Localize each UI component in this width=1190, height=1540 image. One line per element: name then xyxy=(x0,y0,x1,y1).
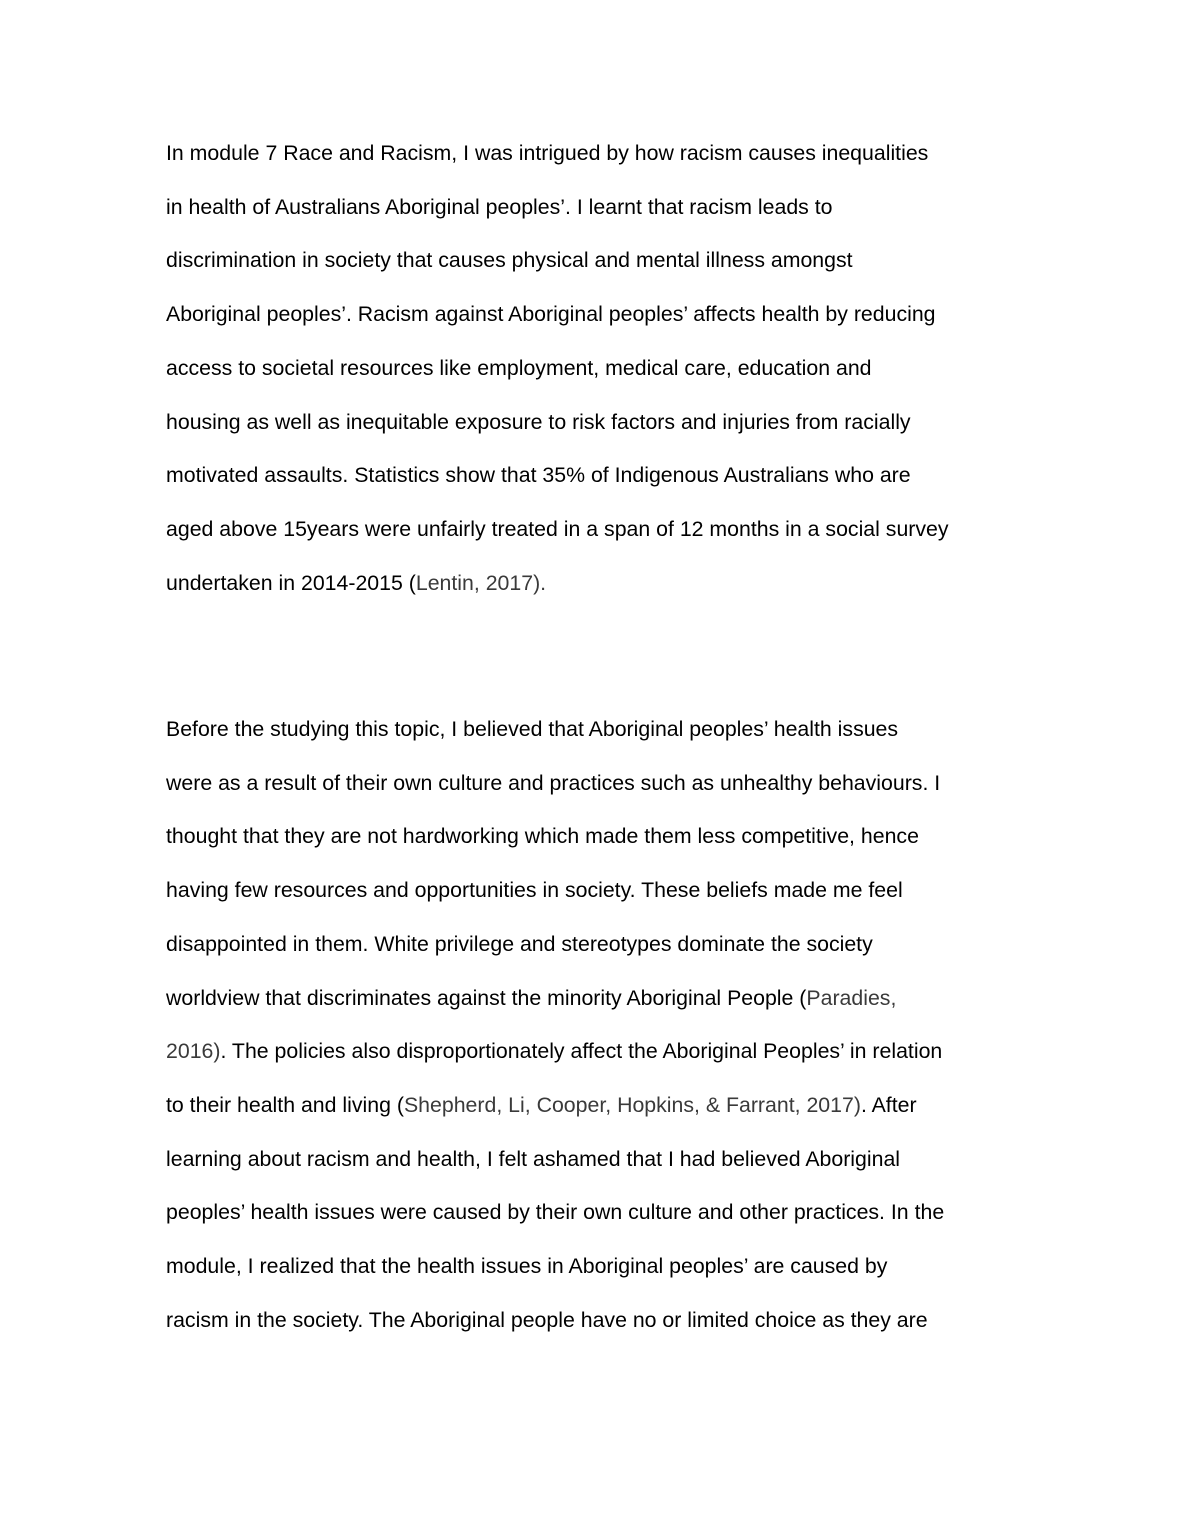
text-line xyxy=(166,931,873,957)
text-segment: to their health and living ( xyxy=(166,1092,404,1117)
text-segment: housing as well as inequitable exposure to risk factors and injuries from racially xyxy=(166,409,911,434)
text-line xyxy=(166,1146,900,1172)
text-line xyxy=(166,1253,887,1279)
text-line xyxy=(166,1307,928,1333)
text-line xyxy=(166,409,911,435)
text-segment: were as a result of their own culture and practices such as unhealthy behaviours. I xyxy=(166,770,941,795)
citation: 2016) xyxy=(166,1039,221,1064)
text-line xyxy=(166,247,853,273)
text-segment: access to societal resources like employment, medical care, education and xyxy=(166,355,872,380)
text-segment: Aboriginal peoples’. Racism against Aboriginal peoples’ affects health by reducing xyxy=(166,302,936,327)
citation: Shepherd, Li, Cooper, Hopkins, & Farrant, 2017) xyxy=(403,1092,861,1117)
text-segment: Before the studying this topic, I believed that Aboriginal peoples’ health issues xyxy=(166,717,899,741)
text-line xyxy=(166,770,940,796)
text-line xyxy=(166,355,872,381)
text-segment: racism in the society. The Aboriginal people have no or limited choice as they are xyxy=(166,1307,928,1332)
text-segment: aged above 15years were unfairly treated in a span of 12 months in a social survey xyxy=(166,516,949,541)
text-segment: module, I realized that the health issues in Aboriginal peoples’ are caused by xyxy=(166,1254,888,1278)
text-line xyxy=(166,877,903,903)
text-segment: learning about racism and health, I felt ashamed that I had believed Aboriginal xyxy=(166,1146,901,1171)
text-line xyxy=(166,716,898,742)
text-line xyxy=(166,1092,917,1118)
text-segment: thought that they are not hardworking which made them less competitive, hence xyxy=(166,824,919,849)
text-segment: in health of Australians Aboriginal peoples’. I learnt that racism leads to xyxy=(166,194,833,219)
text-line xyxy=(166,516,949,542)
text-segment: worldview that discriminates against the minority Aboriginal People ( xyxy=(166,985,807,1010)
text-line xyxy=(166,570,546,596)
text-segment: . After xyxy=(860,1092,917,1117)
text-line xyxy=(166,140,928,166)
text-line xyxy=(166,462,911,488)
text-line xyxy=(166,1038,942,1064)
text-segment: disappointed in them. White privilege and stereotypes dominate the society xyxy=(166,931,873,956)
citation: Paradies, xyxy=(806,985,897,1010)
citation: Lentin, 2017). xyxy=(415,570,547,595)
text-line xyxy=(166,1199,944,1225)
text-segment: undertaken in 2014-2015 ( xyxy=(166,570,416,595)
text-line xyxy=(166,985,896,1011)
text-line xyxy=(166,194,833,220)
text-segment: In module 7 Race and Racism, I was intrigued by how racism causes inequalities xyxy=(166,141,929,165)
text-segment: motivated assaults. Statistics show that 35% of Indigenous Australians who are xyxy=(166,463,911,488)
text-segment: . The policies also disproportionately affect the Aboriginal Peoples’ in relation xyxy=(220,1039,943,1064)
text-segment: having few resources and opportunities in society. These beliefs made me feel xyxy=(166,878,903,903)
text-line xyxy=(166,823,919,849)
text-segment: discrimination in society that causes physical and mental illness amongst xyxy=(166,248,853,273)
text-segment: peoples’ health issues were caused by their own culture and other practices. In the xyxy=(166,1200,945,1225)
text-line xyxy=(166,301,936,327)
